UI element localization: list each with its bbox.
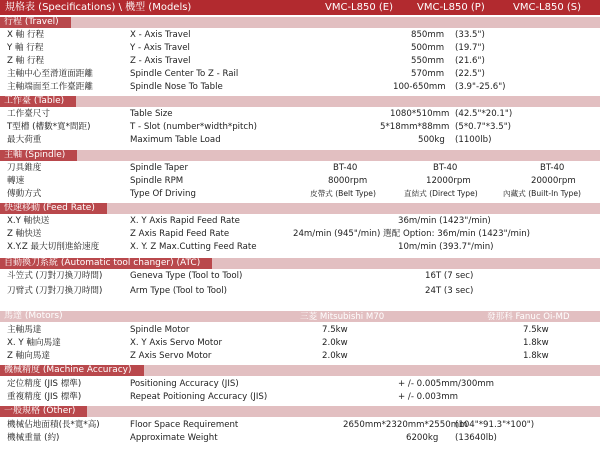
spec-cell: Z 軸向馬達 <box>7 351 50 361</box>
table-row <box>0 134 600 146</box>
brand-mitsubishi: 三菱 Mitsubishi M70 <box>300 312 385 322</box>
spec-cell: 機械精度 (Machine Accuracy) <box>0 365 144 376</box>
spec-cell: 16T (7 sec) <box>425 271 474 281</box>
model-s: VMC-L850 (S) <box>513 2 582 13</box>
spec-cell: 1080*510mm <box>390 109 450 119</box>
table-row <box>0 419 600 431</box>
section-travel <box>0 17 600 28</box>
spec-cell: Spindle Center To Z - Rail <box>130 69 239 79</box>
spec-cell: 2650mm*2320mm*2550mm <box>343 420 468 430</box>
spec-cell: 7.5kw <box>523 325 549 335</box>
table-row <box>0 432 600 444</box>
spec-cell: 10m/min (393.7"/min) <box>398 242 494 252</box>
spec-cell: Approximate Weight <box>130 433 218 443</box>
table-row <box>0 42 600 54</box>
spec-cell: (13640lb) <box>455 433 497 443</box>
spec-cell: 馬達 (Motors) <box>0 311 75 322</box>
table-row <box>0 350 600 362</box>
spec-cell: 550mm <box>411 56 445 66</box>
spec-cell: (3.9"-25.6") <box>455 82 506 92</box>
spec-cell: X - Axis Travel <box>130 30 191 40</box>
model-p: VMC-L850 (P) <box>417 2 485 13</box>
table-row <box>0 175 600 187</box>
table-row <box>0 270 600 282</box>
spec-cell: 500mm <box>411 43 445 53</box>
section-accuracy <box>0 365 600 376</box>
spec-cell: Y 軸 行程 <box>7 43 44 53</box>
spec-cell: 快速移動 (Feed Rate) <box>0 203 107 214</box>
spec-cell: Spindle RPM <box>130 176 184 186</box>
spec-cell: 轉速 <box>7 176 25 186</box>
spec-cell: Geneva Type (Tool to Tool) <box>130 271 243 281</box>
spec-cell: T型槽 (槽數*寬*間距) <box>7 122 91 132</box>
table-row <box>0 285 600 297</box>
table-row <box>0 378 600 390</box>
spec-cell: Spindle Taper <box>130 163 188 173</box>
spec-cell: (1100lb) <box>455 135 492 145</box>
table-row <box>0 324 600 336</box>
spec-cell: 自動換刀系統 (Automatic tool changer) (ATC) <box>0 258 212 269</box>
spec-cell: 20000rpm <box>531 176 576 186</box>
spec-cell: 機械佔地面積(長*寬*高) <box>7 420 100 430</box>
spec-cell: 12000rpm <box>426 176 471 186</box>
spec-cell: (5*0.7"*3.5") <box>455 122 512 132</box>
spec-cell: Y - Axis Travel <box>130 43 190 53</box>
spec-cell: (104"*91.3"*100") <box>455 420 535 430</box>
table-row <box>0 215 600 227</box>
spec-cell: 直結式 (Direct Type) <box>404 189 478 198</box>
spec-cell: 2.0kw <box>322 351 348 361</box>
spec-cell: T - Slot (number*width*pitch) <box>130 122 257 132</box>
spec-cell: 機械重量 (約) <box>7 433 60 443</box>
spec-cell: 行程 (Travel) <box>0 17 71 28</box>
spec-cell: 7.5kw <box>322 325 348 335</box>
section-feed-rate <box>0 203 600 214</box>
spec-cell: Z - Axis Travel <box>130 56 191 66</box>
spec-cell: Floor Space Requirement <box>130 420 239 430</box>
section-spindle <box>0 150 600 161</box>
spec-cell: 24T (3 sec) <box>425 286 474 296</box>
brand-fanuc: 發那科 Fanuc Oi-MD <box>487 312 570 322</box>
spec-cell: X.Y 軸快送 <box>7 216 50 226</box>
section-table <box>0 96 600 107</box>
spec-cell: X. Y. Z Max.Cutting Feed Rate <box>130 242 257 252</box>
spec-cell: 5*18mm*88mm <box>380 122 450 132</box>
spec-cell: 6200kg <box>406 433 439 443</box>
spec-cell: 定位精度 (JIS 標準) <box>7 379 82 389</box>
spec-cell: 刀臂式 (刀對刀換刀時間) <box>7 286 103 296</box>
spec-cell: Z Axis Servo Motor <box>130 351 212 361</box>
spec-cell: 工作臺 (Table) <box>0 96 76 107</box>
spec-cell: 傳動方式 <box>7 189 42 199</box>
spec-header <box>0 0 600 15</box>
spec-cell: + /- 0.003mm <box>398 392 459 402</box>
table-row <box>0 188 600 200</box>
spec-cell: Table Size <box>130 109 173 119</box>
spec-cell: 主軸 (Spindle) <box>0 150 77 161</box>
table-row <box>0 337 600 349</box>
table-row <box>0 121 600 133</box>
spec-cell: Z 軸快送 <box>7 229 42 239</box>
spec-cell: (42.5"*20.1") <box>455 109 513 119</box>
spec-cell: 刀具錐度 <box>7 163 42 173</box>
spec-title: 規格表 (Specifications) \ 機型 (Models) <box>5 2 192 13</box>
spec-cell: 24m/min (945"/min) 選配 Option: 36m/min (1423"/min) <box>293 229 531 239</box>
table-row <box>0 108 600 120</box>
table-row <box>0 162 600 174</box>
spec-cell: 100-650mm <box>393 82 446 92</box>
spec-cell: BT-40 <box>540 163 565 173</box>
section-other <box>0 406 600 417</box>
spec-cell: 工作臺尺寸 <box>7 109 50 119</box>
spec-cell: 斗笠式 (刀對刀換刀時間) <box>7 271 103 281</box>
spec-cell: 1.8kw <box>523 351 549 361</box>
table-row <box>0 228 600 240</box>
spec-cell: 皮帶式 (Belt Type) <box>310 189 376 198</box>
spec-cell: Maximum Table Load <box>130 135 221 145</box>
brand-row <box>0 312 600 323</box>
table-row <box>0 391 600 403</box>
spec-cell: X. Y 軸向馬達 <box>7 338 61 348</box>
spec-cell: Repeat Poitioning Accuracy (JIS) <box>130 392 268 402</box>
spec-cell: + /- 0.005mm/300mm <box>398 379 495 389</box>
table-row <box>0 68 600 80</box>
spec-cell: 850mm <box>411 30 445 40</box>
section-atc <box>0 258 600 269</box>
spec-cell: X. Y Axis Servo Motor <box>130 338 223 348</box>
table-row <box>0 241 600 253</box>
spec-cell: Arm Type (Tool to Tool) <box>130 286 228 296</box>
spec-cell: (22.5") <box>455 69 485 79</box>
spec-cell: X. Y Axis Rapid Feed Rate <box>130 216 240 226</box>
spec-cell: 主軸馬達 <box>7 325 42 335</box>
table-row <box>0 81 600 93</box>
spec-cell: (21.6") <box>455 56 485 66</box>
spec-cell: BT-40 <box>333 163 358 173</box>
spec-cell: 36m/min (1423"/min) <box>398 216 491 226</box>
spec-cell: 內藏式 (Built-In Type) <box>503 189 581 198</box>
spec-cell: Spindle Nose To Table <box>130 82 223 92</box>
spec-cell: 重複精度 (JIS 標準) <box>7 392 82 402</box>
spec-cell: Z Axis Rapid Feed Rate <box>130 229 230 239</box>
spec-cell: 2.0kw <box>322 338 348 348</box>
table-row <box>0 55 600 67</box>
spec-cell: (33.5") <box>455 30 485 40</box>
spec-cell: BT-40 <box>433 163 458 173</box>
spec-cell: 8000rpm <box>328 176 368 186</box>
spec-cell: (19.7") <box>455 43 485 53</box>
spec-cell: 最大荷重 <box>7 135 42 145</box>
spec-cell: 一般規格 (Other) <box>0 406 87 417</box>
spec-cell: Spindle Motor <box>130 325 190 335</box>
spec-cell: Positioning Accuracy (JIS) <box>130 379 239 389</box>
spec-cell: 主軸端面至工作臺距離 <box>7 82 93 92</box>
spec-cell: 570mm <box>411 69 445 79</box>
spec-cell: Z 軸 行程 <box>7 56 45 66</box>
spec-cell: 1.8kw <box>523 338 549 348</box>
spec-cell: 500kg <box>418 135 445 145</box>
spec-cell: Type Of Driving <box>130 189 196 199</box>
spec-cell: 主軸中心至滑道面距離 <box>7 69 93 79</box>
model-e: VMC-L850 (E) <box>325 2 394 13</box>
spec-cell: X.Y.Z 最大切削進給速度 <box>7 242 100 252</box>
table-row <box>0 29 600 41</box>
spec-cell: X 軸 行程 <box>7 30 45 40</box>
